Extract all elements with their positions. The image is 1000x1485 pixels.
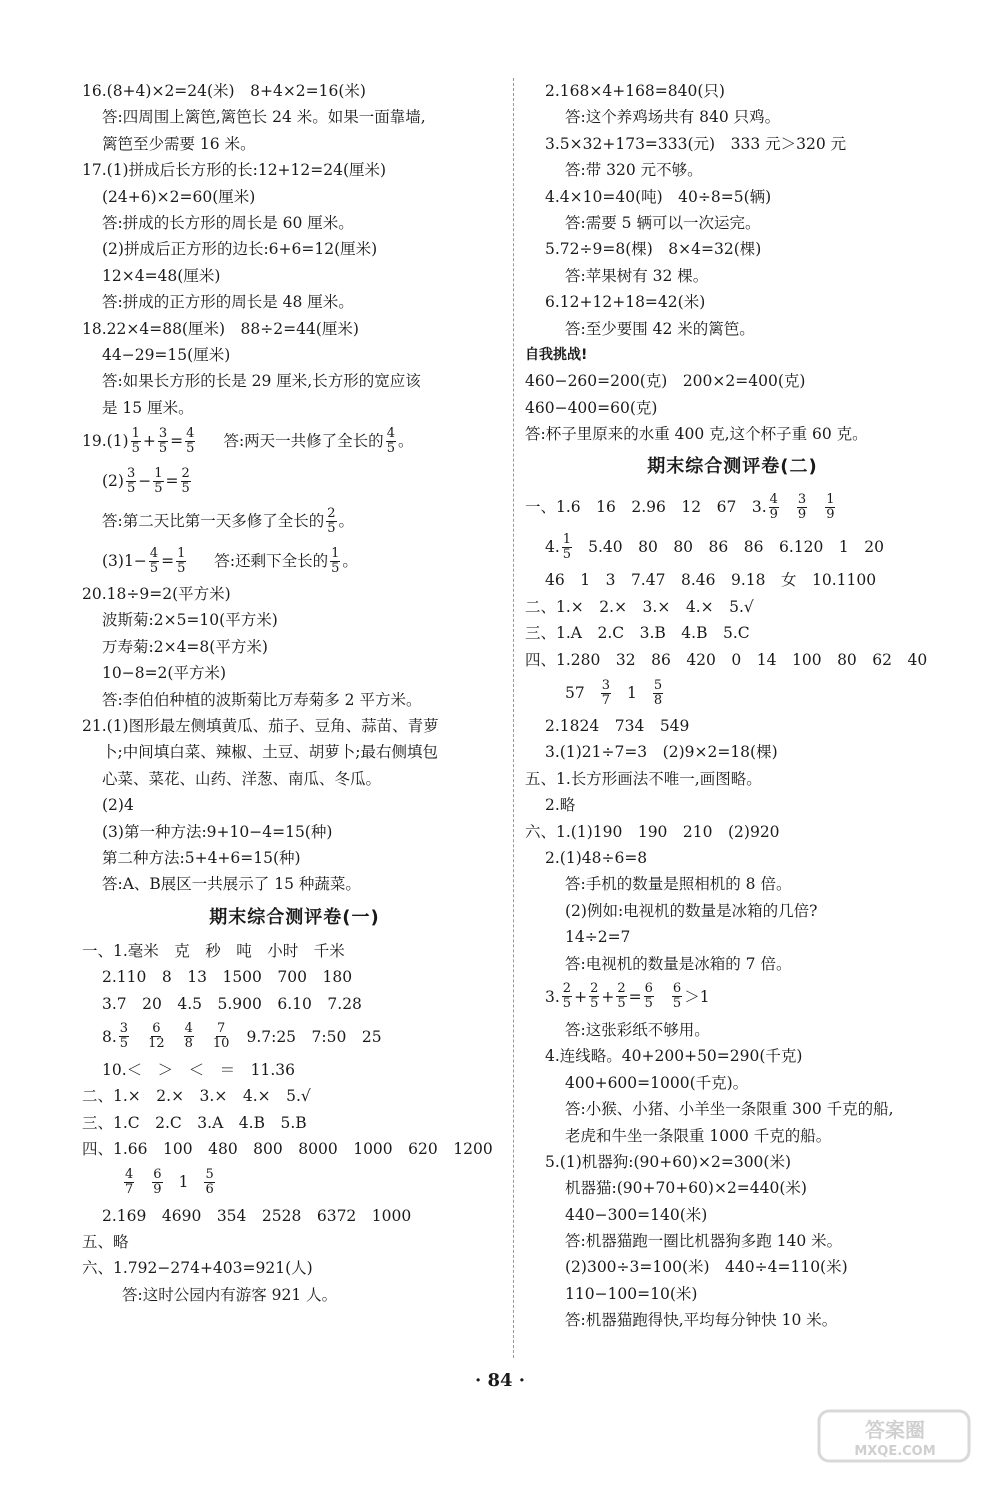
fraction: $\frac{4}{5}$ bbox=[186, 425, 195, 456]
answer-line: 答:苹果树有 32 棵。 bbox=[565, 266, 709, 285]
answer-text: 答:还剩下全长的 bbox=[214, 551, 329, 570]
answer-line-fraction bbox=[82, 541, 507, 581]
line-prefix: (3)1− bbox=[102, 551, 147, 570]
fraction: $\frac{3}{5}$ bbox=[126, 465, 136, 496]
answer-line-fraction bbox=[525, 527, 940, 567]
answer-line-fraction bbox=[82, 1163, 507, 1203]
watermark-logo bbox=[815, 1405, 975, 1465]
fraction: $\frac{1}{9}$ bbox=[826, 491, 835, 522]
answer-line: 460−260=200(克) 200×2=400(克) bbox=[525, 372, 806, 391]
answer-text: 答:第二天比第一天多修了全长的 bbox=[102, 511, 325, 530]
fraction: $\frac{6}{5}$ bbox=[672, 981, 682, 1012]
answer-line: 答:带 320 元不够。 bbox=[565, 161, 703, 180]
answer-line: 460−400=60(克) bbox=[525, 398, 658, 417]
answer-line: 2.(1)48÷6=8 bbox=[545, 848, 648, 867]
fraction: $\frac{3}{5}$ bbox=[158, 425, 168, 456]
answer-line-fraction bbox=[525, 977, 940, 1017]
answer-line: 五、略 bbox=[82, 1232, 129, 1251]
answer-line: 3.5×32+173=333(元) 333 元＞320 元 bbox=[545, 134, 847, 153]
answer-line: (2)例如:电视机的数量是冰箱的几倍? bbox=[565, 901, 818, 920]
answer-line: 10−8=2(平方米) bbox=[102, 664, 227, 683]
answer-line: 110−100=10(米) bbox=[565, 1284, 698, 1303]
answer-line: 44−29=15(厘米) bbox=[102, 345, 231, 364]
line-prefix: 一、1.6 16 2.96 12 67 3. bbox=[525, 498, 767, 517]
equals-sign: = bbox=[170, 431, 184, 450]
fraction: $\frac{1}{5}$ bbox=[562, 531, 572, 562]
answer-line: 答:拼成的长方形的周长是 60 厘米。 bbox=[102, 213, 354, 232]
fraction: $\frac{7}{10}$ bbox=[212, 1021, 230, 1052]
answer-line: 3.(1)21÷7=3 (2)9×2=18(棵) bbox=[545, 743, 778, 762]
line-prefix: 4. bbox=[545, 538, 560, 557]
answer-line-fraction bbox=[82, 461, 507, 501]
plus-sign: + bbox=[142, 431, 156, 450]
challenge-heading: 自我挑战! bbox=[525, 346, 588, 363]
answer-line: 答:拼成的正方形的周长是 48 厘米。 bbox=[102, 293, 354, 312]
answer-line: 四、1.280 32 86 420 0 14 100 80 62 40 bbox=[525, 650, 928, 669]
answer-line: 4.4×10=40(吨) 40÷8=5(辆) bbox=[545, 187, 772, 206]
answer-line: 10.＜ ＞ ＜ ＝ 11.36 bbox=[102, 1060, 296, 1079]
equals-sign: = bbox=[165, 471, 179, 490]
answer-line: 心菜、菜花、山药、洋葱、南瓜、冬瓜。 bbox=[102, 769, 382, 788]
fraction: $\frac{4}{5}$ bbox=[386, 425, 395, 456]
answer-line: 2.110 8 13 1500 700 180 bbox=[102, 968, 353, 987]
answer-line-fraction bbox=[82, 501, 507, 541]
answer-line-fraction bbox=[525, 673, 940, 713]
answer-line: (2)拼成后正方形的边长:6+6=12(厘米) bbox=[102, 240, 378, 259]
answer-line: 5.72÷9=8(棵) 8×4=32(棵) bbox=[545, 240, 762, 259]
answer-line: 六、1.(1)190 190 210 (2)920 bbox=[525, 822, 780, 841]
fraction: $\frac{1}{5}$ bbox=[154, 465, 163, 496]
answer-line: 17.(1)拼成后长方形的长:12+12=24(厘米) bbox=[82, 161, 387, 180]
answer-line: 答:需要 5 辆可以一次运完。 bbox=[565, 213, 761, 232]
answer-line: 14÷2=7 bbox=[565, 928, 631, 947]
section-title: 期末综合测评卷(一) bbox=[209, 906, 380, 928]
plus-sign: + bbox=[601, 987, 615, 1006]
answer-line: 2.1824 734 549 bbox=[545, 717, 690, 736]
answer-line-fraction bbox=[525, 487, 940, 527]
answer-text: 57 bbox=[565, 683, 585, 702]
answer-line: 是 15 厘米。 bbox=[102, 398, 194, 417]
answer-line: 2.169 4690 354 2528 6372 1000 bbox=[102, 1206, 412, 1225]
fraction: $\frac{1}{5}$ bbox=[331, 545, 340, 576]
punct: 。 bbox=[338, 511, 355, 530]
fraction: $\frac{2}{5}$ bbox=[181, 465, 190, 496]
answer-line: 12×4=48(厘米) bbox=[102, 266, 221, 285]
answer-text: ＞1 bbox=[684, 987, 710, 1006]
answer-line: 46 1 3 7.47 8.46 9.18 女 10.1100 bbox=[545, 571, 877, 590]
answer-line: 答:四周围上篱笆,篱笆长 24 米。如果一面靠墙, bbox=[102, 108, 426, 127]
fraction: $\frac{4}{8}$ bbox=[184, 1021, 193, 1052]
fraction: $\frac{2}{5}$ bbox=[327, 505, 336, 536]
answer-text: 答:两天一共修了全长的 bbox=[223, 431, 384, 450]
fraction: $\frac{4}{5}$ bbox=[149, 545, 159, 576]
answer-line: 21.(1)图形最左侧填黄瓜、茄子、豆角、蒜苗、青萝 bbox=[82, 717, 439, 736]
answer-line: 机器猫:(90+70+60)×2=440(米) bbox=[565, 1179, 807, 1198]
answer-text: 1 bbox=[627, 683, 637, 702]
line-prefix: 19.(1) bbox=[82, 431, 129, 450]
fraction: $\frac{6}{9}$ bbox=[153, 1167, 162, 1197]
fraction: $\frac{2}{5}$ bbox=[617, 981, 626, 1012]
answer-line: 16.(8+4)×2=24(米) 8+4×2=16(米) bbox=[82, 82, 366, 100]
punct: 。 bbox=[342, 551, 358, 570]
line-prefix: 3. bbox=[545, 987, 560, 1006]
page-number: · 84 · bbox=[474, 1370, 526, 1391]
answer-line: 18.22×4=88(厘米) 88÷2=44(厘米) bbox=[82, 319, 359, 338]
answer-line: 波斯菊:2×5=10(平方米) bbox=[102, 611, 278, 630]
fraction: $\frac{6}{12}$ bbox=[148, 1021, 165, 1052]
answer-line: (3)第一种方法:9+10−4=15(种) bbox=[102, 822, 333, 841]
answer-line: 2.168×4+168=840(只) bbox=[545, 82, 725, 100]
answer-line: 2.略 bbox=[545, 796, 576, 815]
column-divider bbox=[513, 78, 514, 1358]
answer-line: 答:如果长方形的长是 29 厘米,长方形的宽应该 bbox=[102, 372, 421, 391]
equals-sign: = bbox=[628, 987, 642, 1006]
fraction: $\frac{6}{5}$ bbox=[644, 981, 653, 1012]
answer-line: 答:这张彩纸不够用。 bbox=[565, 1020, 710, 1039]
answer-line: 三、1.C 2.C 3.A 4.B 5.B bbox=[82, 1113, 307, 1132]
answer-line-fraction bbox=[82, 421, 507, 461]
answer-line: 三、1.A 2.C 3.B 4.B 5.C bbox=[525, 624, 750, 643]
answer-line: 答:小猴、小猪、小羊坐一条限重 300 千克的船, bbox=[565, 1100, 894, 1119]
fraction: $\frac{1}{5}$ bbox=[177, 545, 186, 576]
fraction: $\frac{3}{7}$ bbox=[601, 677, 611, 708]
minus-sign: − bbox=[138, 471, 152, 490]
answer-line: 答:A、B展区一共展示了 15 种蔬菜。 bbox=[102, 875, 361, 894]
fraction: $\frac{3}{9}$ bbox=[797, 491, 807, 522]
fraction: $\frac{4}{7}$ bbox=[125, 1167, 134, 1197]
fraction: $\frac{2}{5}$ bbox=[590, 981, 599, 1012]
answer-line: 答:机器猫跑一圈比机器狗多跑 140 米。 bbox=[565, 1232, 843, 1251]
answer-line: 篱笆至少需要 16 米。 bbox=[102, 134, 256, 153]
answer-line: 答:机器猫跑得快,平均每分钟快 10 米。 bbox=[565, 1311, 838, 1330]
equals-sign: = bbox=[161, 551, 175, 570]
svg-text:MXQE.COM: MXQE.COM bbox=[854, 1444, 936, 1459]
answer-line: 答:电视机的数量是冰箱的 7 倍。 bbox=[565, 954, 792, 973]
answer-line: 一、1.毫米 克 秒 吨 小时 千米 bbox=[82, 941, 345, 960]
answer-line: 二、1.× 2.× 3.× 4.× 5.√ bbox=[82, 1087, 311, 1106]
answer-line: 第二种方法:5+4+6=15(种) bbox=[102, 848, 301, 867]
line-prefix: 8. bbox=[102, 1027, 117, 1046]
left-column bbox=[82, 78, 507, 1308]
answer-line: (24+6)×2=60(厘米) bbox=[102, 187, 256, 206]
answer-line: 4.连线略。40+200+50=290(千克) bbox=[545, 1047, 803, 1066]
answer-line: 答:李伯伯种植的波斯菊比万寿菊多 2 平方米。 bbox=[102, 690, 422, 709]
answer-line: 卜;中间填白菜、辣椒、土豆、胡萝卜;最右侧填包 bbox=[102, 743, 438, 762]
answer-line: 400+600=1000(千克)。 bbox=[565, 1073, 749, 1092]
answer-line: 440−300=140(米) bbox=[565, 1205, 708, 1224]
section-title: 期末综合测评卷(二) bbox=[647, 456, 818, 478]
answer-line: 答:手机的数量是照相机的 8 倍。 bbox=[565, 875, 792, 894]
answer-line: 答:这个养鸡场共有 840 只鸡。 bbox=[565, 108, 781, 127]
answer-line: 万寿菊:2×4=8(平方米) bbox=[102, 637, 268, 656]
answer-line: 二、1.× 2.× 3.× 4.× 5.√ bbox=[525, 597, 754, 616]
svg-text:答案圈: 答案圈 bbox=[865, 1418, 925, 1442]
answer-line: (2)4 bbox=[102, 796, 134, 815]
answer-text: 9.7:25 7:50 25 bbox=[246, 1027, 382, 1046]
punct: 。 bbox=[397, 431, 414, 450]
answer-line: 答:至少要围 42 米的篱笆。 bbox=[565, 319, 755, 338]
answer-line: 六、1.792−274+403=921(人) bbox=[82, 1259, 313, 1278]
fraction: $\frac{3}{5}$ bbox=[119, 1021, 129, 1052]
answer-line: 6.12+12+18=42(米) bbox=[545, 293, 706, 312]
right-column bbox=[525, 78, 940, 1334]
answer-line: 3.7 20 4.5 5.900 6.10 7.28 bbox=[102, 994, 362, 1013]
answer-text: 5.40 80 80 86 86 6.120 1 20 bbox=[588, 538, 884, 557]
answer-line: 五、1.长方形画法不唯一,画图略。 bbox=[525, 769, 762, 788]
fraction: $\frac{4}{9}$ bbox=[769, 491, 778, 522]
answer-line: 20.18÷9=2(平方米) bbox=[82, 585, 231, 604]
answer-line: 老虎和牛坐一条限重 1000 千克的船。 bbox=[565, 1126, 832, 1145]
answer-text: 1 bbox=[178, 1173, 189, 1192]
fraction: $\frac{5}{8}$ bbox=[653, 677, 663, 708]
answer-line: 答:杯子里原来的水重 400 克,这个杯子重 60 克。 bbox=[525, 425, 868, 444]
answer-line: 答:这时公园内有游客 921 人。 bbox=[122, 1285, 338, 1304]
fraction: $\frac{2}{5}$ bbox=[562, 981, 572, 1012]
answer-line: 5.(1)机器狗:(90+60)×2=300(米) bbox=[545, 1152, 792, 1171]
fraction: $\frac{1}{5}$ bbox=[131, 425, 140, 456]
plus-sign: + bbox=[574, 987, 588, 1006]
answer-line: (2)300÷3=100(米) 440÷4=110(米) bbox=[565, 1258, 848, 1277]
answer-line: 四、1.66 100 480 800 8000 1000 620 1200 bbox=[82, 1140, 493, 1159]
line-prefix: (2) bbox=[102, 471, 124, 490]
answer-line-fraction bbox=[82, 1017, 507, 1057]
fraction: $\frac{5}{6}$ bbox=[205, 1167, 214, 1197]
